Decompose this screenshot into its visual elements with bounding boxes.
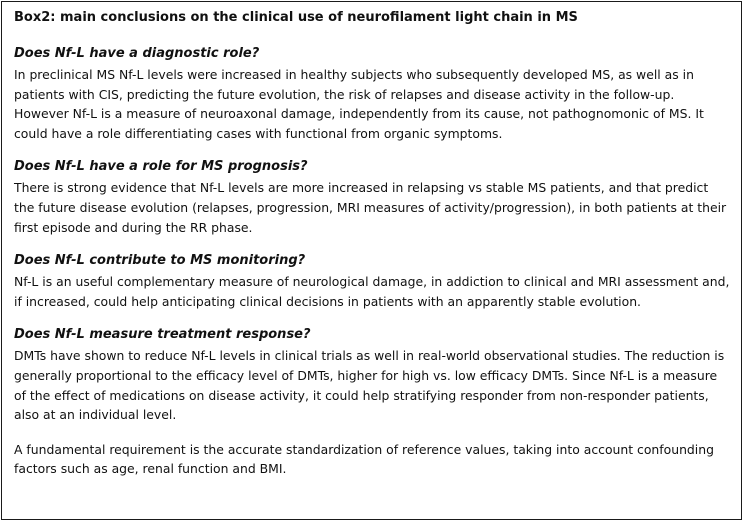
question-heading: Does Nf-L have a diagnostic role? — [14, 46, 260, 61]
section-prognosis — [14, 158, 731, 237]
section-monitoring — [14, 252, 731, 311]
question-heading: Does Nf-L contribute to MS monitoring? — [14, 253, 306, 269]
answer-paragraph: Nf-L is an useful complementary measure of neurological damage, in addiction to clinical and MRI assessment and, if increased, could help anticipating clinical decisions in patients with an apparently stable evolution. — [14, 274, 730, 309]
conclusion-paragraph: A fundamental requirement is the accurate standardization of reference values, taking into account confounding factors such as age, renal function and BMI. — [14, 441, 714, 477]
box-title: Box2: main conclusions on the clinical use of neurofilament light chain in MS — [14, 10, 578, 25]
question-heading: Does Nf-L measure treatment response? — [14, 327, 311, 343]
answer-paragraph: In preclinical MS Nf-L levels were increased in healthy subjects who subsequently developed MS, as well as in patients with CIS, predicting the future evolution, the risk of relapses and disease activity in the follow-up. However Nf-L is a measure of neuroaxonal damage, independently from its cause, not pathognomonic of MS. It could have a role differentiating cases with functional from organic symptoms. — [14, 67, 704, 141]
section-treatment-response — [14, 326, 731, 424]
conclusions-box — [1, 1, 742, 520]
section-diagnostic-role — [14, 45, 731, 143]
question-heading: Does Nf-L have a role for MS prognosis? — [14, 159, 308, 175]
answer-paragraph: There is strong evidence that Nf-L levels are more increased in relapsing vs stable MS patients, and that predict the future disease evolution (relapses, progression, MRI measures of activity/progression), in both patients at their first episode and during the RR phase. — [14, 180, 727, 235]
answer-paragraph: DMTs have shown to reduce Nf-L levels in clinical trials as well in real-world observational studies. The reduction is generally proportional to the efficacy level of DMTs, higher for high vs. low efficacy DMTs. Since Nf-L is a measure of the effect of medications on disease activity, it could help stratifying responder from non-responder patients, also at an individual level. — [14, 348, 725, 423]
